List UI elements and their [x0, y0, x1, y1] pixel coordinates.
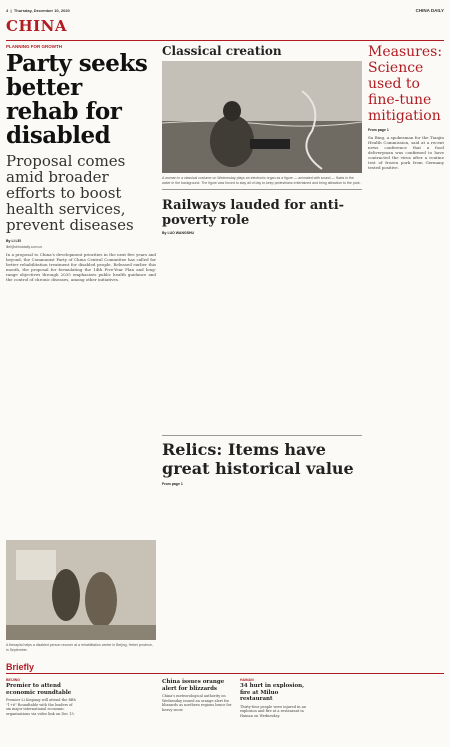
measures-headline[interactable]: Measures: Science used to fine-tune mitigation: [368, 44, 443, 124]
briefly-rule: [6, 673, 444, 674]
brief-text: Premier Li Keqiang will attend the fifth "1+6" Roundtable with the leaders of six major international economic organizations via video link on Dec 15.: [6, 698, 76, 716]
railways-headline[interactable]: Railways lauded for anti-poverty role: [162, 198, 345, 228]
rehab-illustration: [6, 540, 156, 640]
relics-kicker: From page 1: [162, 482, 183, 486]
briefly-label: Briefly: [6, 662, 35, 672]
classical-creation-photo: [162, 61, 362, 173]
brief-text: Thirty-four people were injured in an explosion and fire at a restaurant in Hainan on Wednesday.: [240, 704, 306, 718]
brief-tag: BEIJING: [6, 678, 21, 682]
brief-headline: 34 hurt in explosion, fire at Miluo restaurant: [240, 683, 305, 702]
measures-body: Su Bing, a spokesman for the Tianjin Health Commission, said at a recent news conference that a food deliveryman was confirmed to have contracted the virus after a routine test of frozen pork from Germany tested positive.: [368, 135, 444, 170]
railways-byline: By LUO WANGSHU: [162, 231, 195, 235]
brief-headline: China issues orange alert for blizzards: [162, 679, 225, 692]
relics-divider: [162, 435, 362, 436]
brief-item[interactable]: [240, 678, 310, 718]
lead-deck: Proposal comes amid broader efforts to boost health services, prevent diseases: [6, 152, 134, 234]
page-number: 4: [6, 8, 9, 13]
brief-item[interactable]: [162, 678, 232, 712]
section-banner: CHINA: [6, 17, 67, 35]
center-column: [162, 44, 362, 489]
brief-text: China's meteorological authority on Wednesday issued an orange alert for blizzards as northern regions brace for heavy snow.: [162, 694, 232, 712]
lead-byline: By LI LEI: [6, 239, 21, 243]
lead-section-tag: PLANNING FOR GROWTH: [6, 44, 62, 49]
lead-story: [6, 44, 156, 282]
photo-section-title: Classical creation: [162, 44, 282, 58]
masthead: 4 | Thursday, December 10, 2020 CHINA DAILY: [6, 8, 444, 13]
brief-item[interactable]: [6, 678, 76, 716]
paper-name: CHINA DAILY: [415, 8, 444, 13]
brief-headline: Premier to attend economic roundtable: [6, 683, 72, 696]
rehab-photo-caption: A therapist helps a disabled person recover at a rehabilitation center in Beijing, Hebei province, in September.: [6, 643, 153, 652]
issue-date: Thursday, December 10, 2020: [13, 8, 70, 13]
brief-tag: HAINAN: [240, 678, 254, 682]
center-divider: [162, 189, 362, 190]
lead-headline[interactable]: Party seeks better rehab for disabled: [6, 50, 148, 149]
lead-body: In a proposal to China's development priorities in the next five years and beyond, the Communist Party of China Central Committee has called for better rehabilitation treatment for disabled people. Released earlier this month, the proposal for formulating the 14th Five-Year Plan and long-range objectives through 2035 emphasizes public health guidance and the control of chronic diseases, among other initiatives.: [6, 252, 156, 282]
rehab-photo: [6, 540, 156, 640]
classical-creation-illustration: [162, 61, 362, 173]
top-rule: [6, 40, 444, 41]
lead-email[interactable]: lilei@chinadaily.com.cn: [6, 245, 43, 249]
measures-kicker: From page 1: [368, 128, 389, 132]
classical-photo-caption: A woman in a classical costume on Wednesday plays an electronic organ as a figure — animated with sound — floats in the water in the background. The figure was forced to stay all of day to keep pedestrians entertained and bring attraction to the park.: [162, 176, 361, 185]
lead-body-columns: [6, 252, 156, 282]
relics-headline[interactable]: Relics: Items have great historical value: [162, 440, 354, 478]
measures-story: [368, 44, 444, 170]
